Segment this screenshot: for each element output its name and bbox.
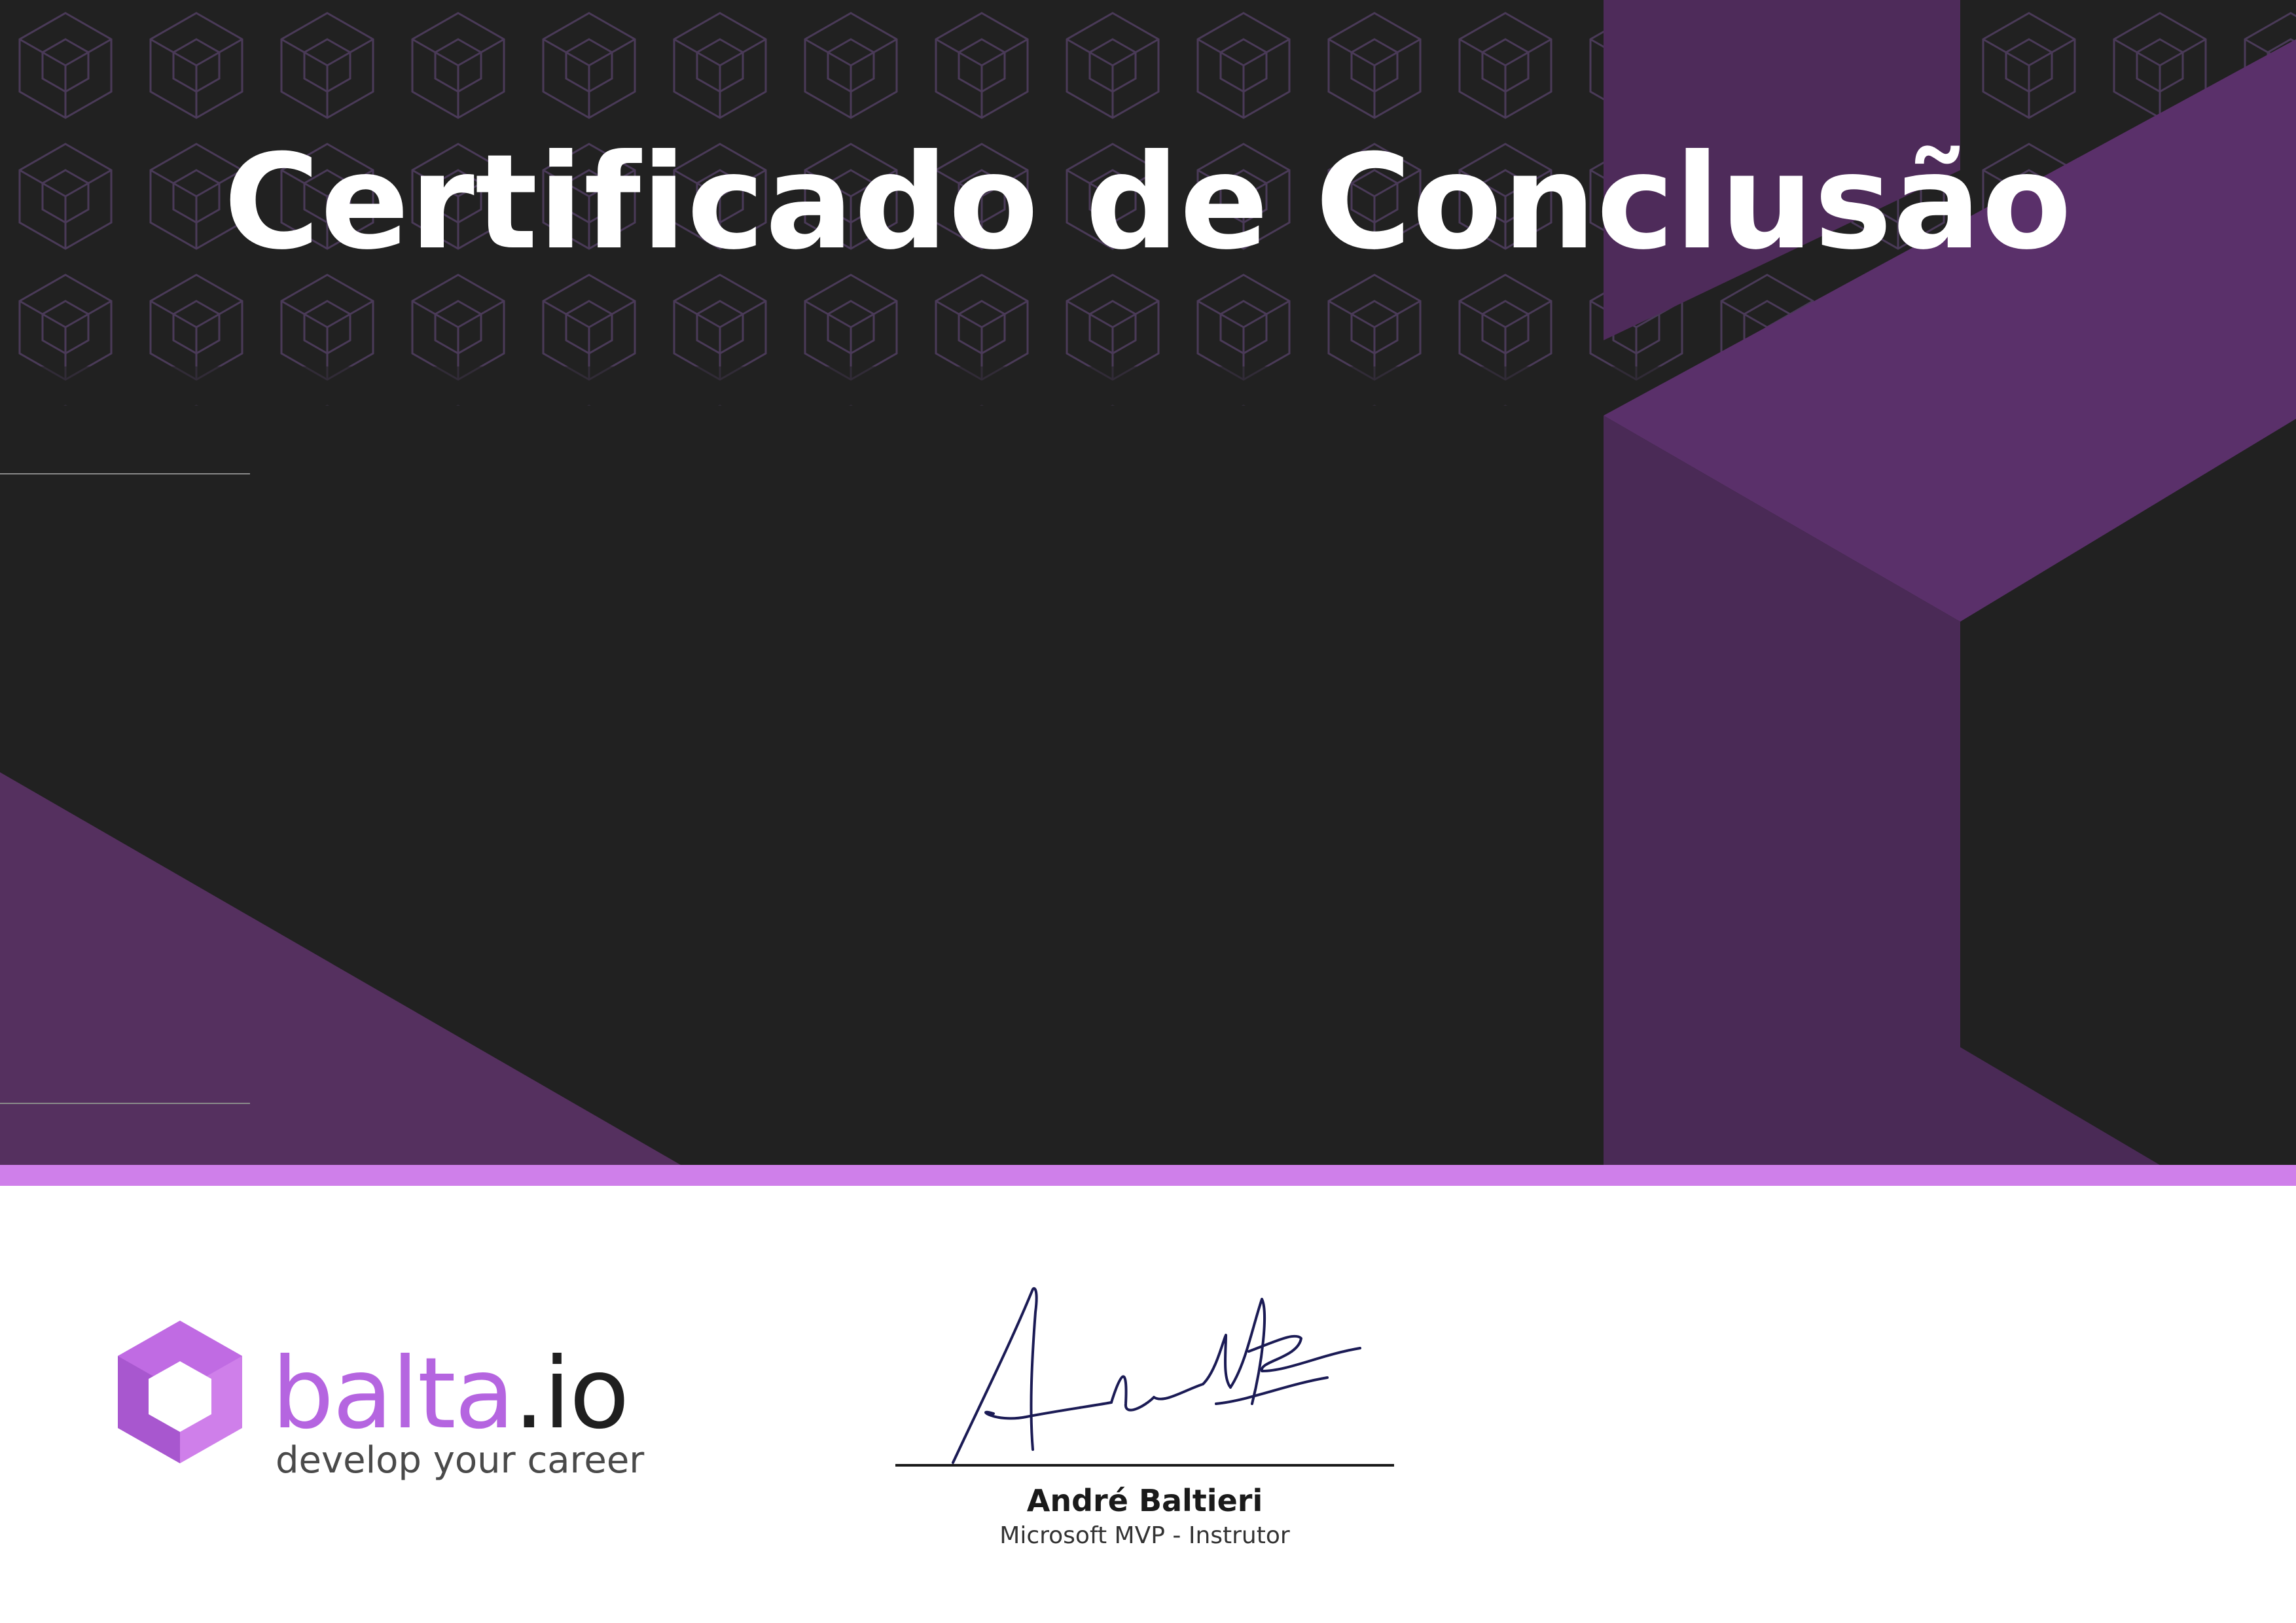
logo-brand: balta [272, 1337, 514, 1451]
divider-line-top [0, 473, 250, 474]
certificate-title: Certificado de Conclusão [223, 126, 2073, 279]
handwritten-signature [895, 1273, 1394, 1469]
signatory-name: André Baltieri [1026, 1483, 1263, 1518]
logo-tld: .io [513, 1337, 628, 1451]
signature-block [895, 1273, 1394, 1548]
divider-line-bottom [0, 1103, 250, 1104]
purple-shape-bottom-left [0, 772, 681, 1165]
accent-bar [0, 1165, 2296, 1186]
signature-line [895, 1464, 1394, 1467]
logo-wordmark [272, 1337, 628, 1451]
logo-tagline: develop your career [276, 1439, 645, 1482]
brand-logo [108, 1315, 645, 1486]
signatory-role: Microsoft MVP - Instrutor [999, 1522, 1290, 1549]
hexagon-cube-icon [108, 1315, 252, 1472]
